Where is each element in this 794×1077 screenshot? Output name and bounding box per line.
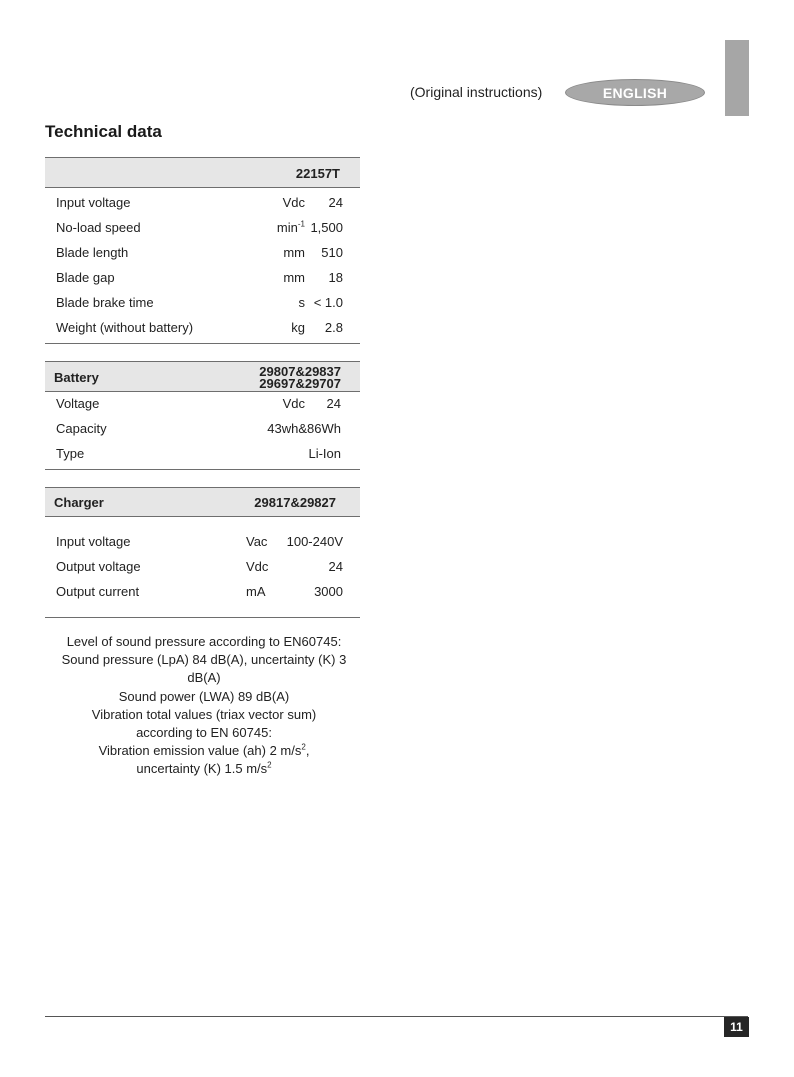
- sound-line: Sound pressure (LpA) 84 dB(A), uncertainty (K) 3 dB(A): [61, 652, 347, 686]
- exponent: 2: [267, 761, 272, 771]
- charger-table-body: [45, 517, 360, 618]
- page-title: Technical data: [45, 122, 162, 141]
- row-unit: [277, 220, 305, 235]
- row-value: 2.8: [324, 320, 343, 335]
- side-tab-marker: [725, 40, 749, 116]
- uncertainty-text: uncertainty (K) 1.5 m/s: [136, 761, 268, 777]
- row-label: Blade gap: [56, 270, 115, 285]
- sound-line: [45, 760, 363, 778]
- charger-table-header: [45, 487, 360, 517]
- row-value: 24: [326, 396, 341, 411]
- row-value: < 1.0: [313, 295, 343, 310]
- footer-divider: [45, 1016, 748, 1017]
- row-label: Input voltage: [56, 534, 131, 549]
- row-unit: mm: [283, 270, 305, 285]
- table-row: [45, 266, 360, 291]
- row-unit: kg: [291, 320, 305, 335]
- row-value: 24: [328, 195, 343, 210]
- row-value: Li-Ion: [308, 446, 341, 461]
- battery-table-header: [45, 361, 360, 392]
- charger-model-number: 29817&29827: [254, 495, 336, 510]
- row-unit: Vdc: [282, 195, 305, 210]
- row-unit: Vdc: [282, 396, 305, 411]
- row-value: 24: [328, 559, 343, 574]
- table-row: [45, 392, 360, 417]
- tool-model-number: 22157T: [295, 166, 340, 181]
- page-number: 11: [724, 1017, 749, 1037]
- row-label: Type: [56, 446, 85, 461]
- tool-table-body: [45, 188, 360, 344]
- battery-table-body: [45, 392, 360, 470]
- table-row: [45, 241, 360, 266]
- punctuation: ,: [305, 743, 310, 759]
- sound-line: Vibration total values (triax vector sum): [91, 706, 317, 722]
- row-unit-base: min: [276, 220, 298, 235]
- table-row: [45, 316, 360, 341]
- sound-line: Level of sound pressure according to EN60745:: [66, 634, 342, 649]
- battery-model-line-1: 29807&29837: [259, 364, 341, 379]
- sound-line: according to EN 60745:: [136, 725, 272, 741]
- row-label: Blade brake time: [56, 295, 154, 310]
- sound-line: Sound power (LWA) 89 dB(A): [118, 688, 290, 704]
- table-row: [45, 191, 360, 216]
- row-value: 18: [328, 270, 343, 285]
- row-value: 510: [321, 245, 343, 260]
- exponent: 2: [301, 742, 306, 752]
- table-row: [45, 291, 360, 316]
- row-label: Blade length: [56, 245, 129, 260]
- sound-line: [45, 742, 363, 760]
- row-unit: mm: [283, 245, 305, 260]
- row-label: Weight (without battery): [56, 320, 194, 335]
- original-instructions-label: (Original instructions): [410, 84, 543, 100]
- charger-spec-table: [45, 487, 360, 618]
- battery-model-line-2: 29697&29707: [259, 376, 341, 391]
- battery-heading: Battery: [54, 370, 99, 385]
- row-value: 43wh&86Wh: [267, 421, 341, 436]
- row-label: Output voltage: [56, 559, 141, 574]
- row-unit-exponent: -1: [297, 219, 305, 229]
- row-unit: Vdc: [246, 559, 269, 574]
- row-value: 1,500: [310, 220, 343, 235]
- row-label: No-load speed: [56, 220, 141, 235]
- charger-heading: Charger: [54, 495, 104, 510]
- battery-spec-table: [45, 361, 360, 470]
- row-label: Input voltage: [56, 195, 131, 210]
- row-unit: Vac: [246, 534, 268, 549]
- row-value: 3000: [314, 584, 343, 599]
- row-label: Output current: [56, 584, 140, 599]
- tool-spec-table: [45, 157, 360, 344]
- row-label: Voltage: [56, 396, 100, 411]
- table-row: [45, 442, 360, 467]
- tool-table-header: [45, 157, 360, 188]
- vibration-emission-text: Vibration emission value (ah) 2 m/s: [98, 743, 302, 759]
- row-value: 100-240V: [286, 534, 343, 549]
- table-row: [45, 580, 360, 605]
- sound-vibration-info: [45, 633, 363, 779]
- table-row: [45, 530, 360, 555]
- language-badge: ENGLISH: [565, 79, 705, 106]
- row-unit: s: [298, 295, 305, 310]
- table-row: [45, 216, 360, 241]
- table-row: [45, 417, 360, 442]
- row-label: Capacity: [56, 421, 107, 436]
- row-unit: mA: [246, 584, 266, 599]
- table-row: [45, 555, 360, 580]
